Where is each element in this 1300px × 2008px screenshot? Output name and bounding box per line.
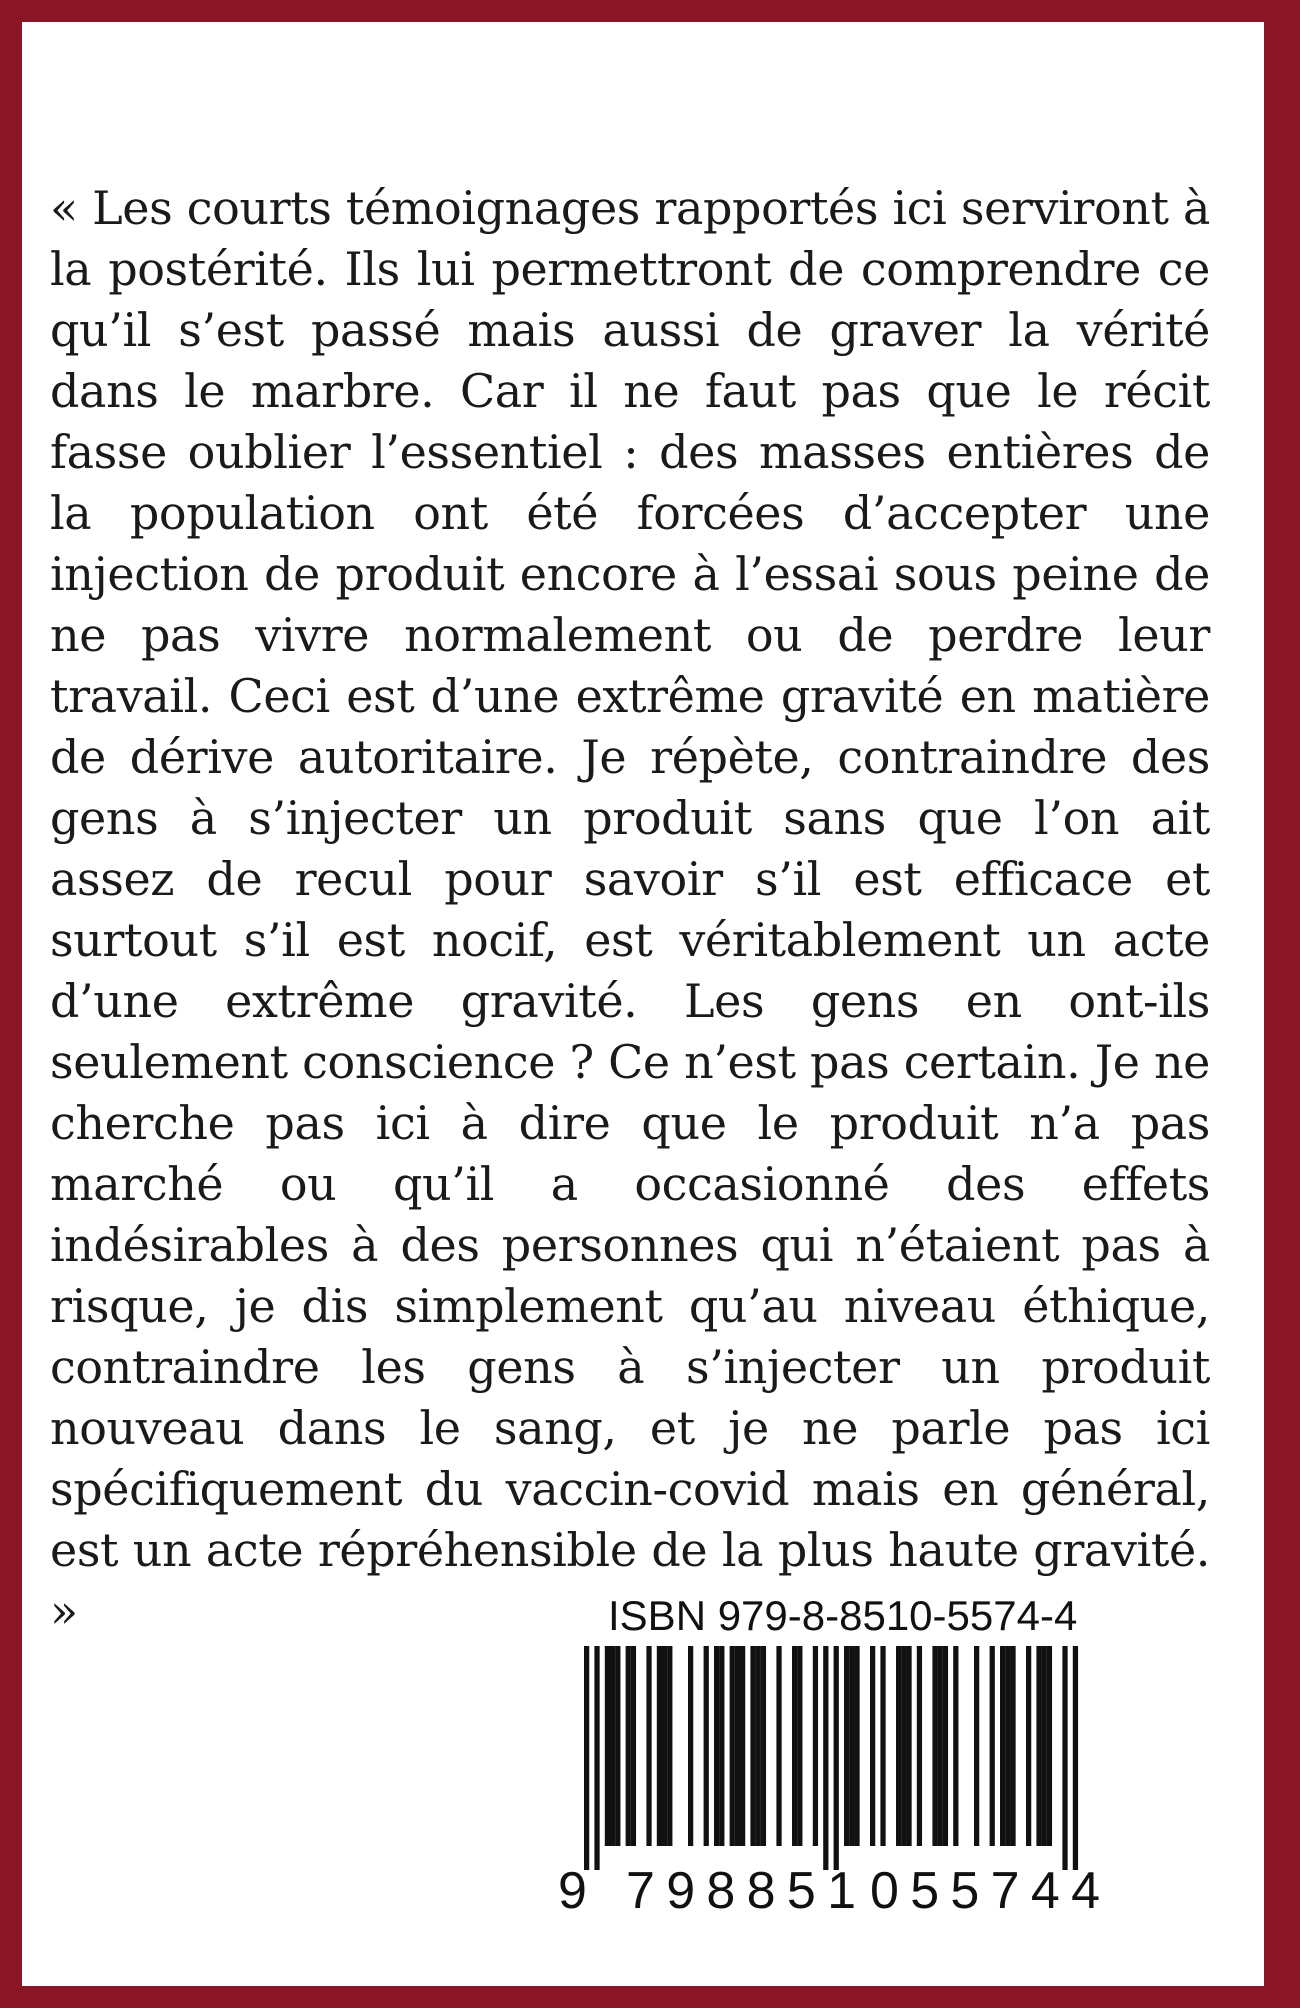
barcode-bar [667, 1646, 672, 1846]
isbn-label: ISBN 979-8-8510-5574-4 [608, 1592, 1078, 1639]
barcode-bar [901, 1646, 906, 1846]
barcode-bar [631, 1646, 636, 1846]
frame-right-border [1264, 0, 1300, 2008]
barcode-guard-bar [584, 1646, 589, 1870]
barcode-bar [626, 1646, 631, 1846]
barcode-bar [662, 1646, 667, 1846]
isbn-barcode [548, 1592, 1148, 1922]
barcode-bar [953, 1646, 958, 1846]
barcode-bar [896, 1646, 901, 1846]
frame-left-border [0, 0, 22, 2008]
barcode-bar [1036, 1646, 1041, 1846]
barcode-bar [870, 1646, 875, 1846]
barcode-bar [756, 1646, 761, 1846]
barcode-guard-bar [594, 1646, 599, 1870]
barcode-bar [844, 1646, 849, 1846]
barcode-bar [719, 1646, 724, 1846]
barcode-bar [657, 1646, 662, 1846]
barcode-guard-bar [823, 1646, 828, 1870]
barcode-bar [849, 1646, 854, 1846]
barcode-bar [735, 1646, 740, 1846]
barcode-bar [740, 1646, 745, 1846]
barcode-bar [943, 1646, 948, 1846]
barcode-bar [730, 1646, 735, 1846]
barcode-graphic [548, 1646, 1148, 1922]
frame-bottom-border [0, 1986, 1300, 2008]
barcode-bars [584, 1646, 1078, 1870]
barcode-bar [880, 1646, 885, 1846]
barcode-guard-bar [1062, 1646, 1067, 1870]
frame-top-border [0, 0, 1300, 22]
barcode-guard-bar [1073, 1646, 1078, 1870]
barcode-bar [813, 1646, 818, 1846]
barcode-bar [917, 1646, 922, 1846]
barcode-bar [792, 1646, 797, 1846]
back-cover-blurb: « Les courts témoignages rapportés ici serviront à la postérité. Ils lui permettront de comprendre ce qu’il s’est passé mais aussi de graver la vérité dans le marbre. Car il ne faut pas que le récit fasse oublier l’essentiel : des masses entières de la population ont été forcées d’accepter une injection de produit encore à l’essai sous peine de ne pas vivre normalement ou de perdre leur travail. Ceci est d’une extrême gravité en matière de dérive autoritaire. Je répète, contraindre des gens à s’injecter un produit sans que l’on ait assez de recul pour savoir s’il est efficace et surtout s’il est nocif, est véritablement un acte d’une extrême gravité. Les gens en ont-ils seulement conscience ? Ce n’est pas certain. Je ne cherche pas ici à dire que le produit n’a pas marché ou qu’il a occasionné des effets indésirables à des personnes qui n’étaient pas à risque, je dis simplement qu’au niveau éthique, contraindre les gens à s’injecter un produit nouveau dans le sang, et je ne parle pas ici spécifiquement du vaccin-covid mais en général, est un acte répréhensible de la plus haute gravité. » [50, 181, 1210, 1638]
barcode-bar [646, 1646, 651, 1846]
barcode-bar [750, 1646, 755, 1846]
barcode-bar [906, 1646, 911, 1846]
barcode-bar [776, 1646, 781, 1846]
barcode-lead-digit: 9 [558, 1862, 587, 1920]
barcode-bar [688, 1646, 693, 1846]
barcode-bar [1005, 1646, 1010, 1846]
barcode-bar [938, 1646, 943, 1846]
barcode-bar [1026, 1646, 1031, 1846]
barcode-guard-bar [834, 1646, 839, 1870]
barcode-bar [704, 1646, 709, 1846]
barcode-right-digits: 055744 [870, 1862, 1100, 1920]
barcode-bar [1047, 1646, 1052, 1846]
barcode-bar [1010, 1646, 1015, 1846]
barcode-bar [615, 1646, 620, 1846]
barcode-bar [932, 1646, 937, 1846]
barcode-bar [974, 1646, 979, 1846]
barcode-bar [1000, 1646, 1005, 1846]
barcode-bar [797, 1646, 802, 1846]
barcode-left-digits: 798851 [626, 1862, 856, 1920]
barcode-bar [1042, 1646, 1047, 1846]
barcode-bar [605, 1646, 610, 1846]
barcode-bar [854, 1646, 859, 1846]
barcode-bar [610, 1646, 615, 1846]
barcode-bar [761, 1646, 766, 1846]
barcode-bar [990, 1646, 995, 1846]
barcode-bar [714, 1646, 719, 1846]
